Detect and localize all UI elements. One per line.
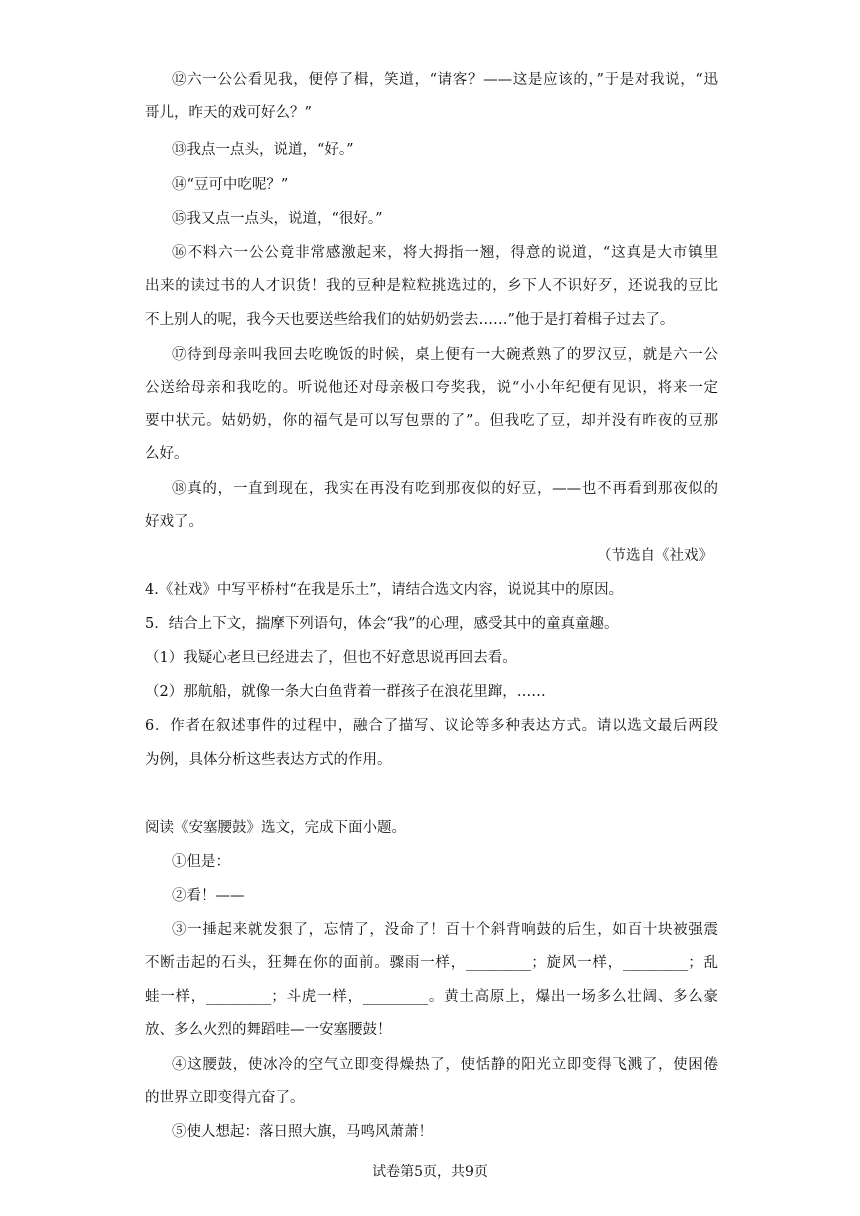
paragraph-17-line-3: 要中状元。姑奶奶，你的福气是可以写包票的了”。但我吃了豆，却并没有昨夜的豆那 <box>145 413 718 429</box>
paragraph-17-line-1: ⑰待到母亲叫我回去吃晚饭的时候，桌上便有一大碗煮熟了的罗汉豆，就是六一公 <box>172 347 718 363</box>
question-6-line-2: 为例，具体分析这些表达方式的作用。 <box>145 752 392 768</box>
paragraph-13: ⑬我点一点头，说道，“好。” <box>172 142 354 158</box>
paragraph-3-line-2: 不断击起的石头，狂舞在你的面前。骤雨一样，_________；旋风一样，_________；乱 <box>145 955 718 971</box>
source-note: （节选自《社戏》 <box>597 548 713 564</box>
question-5-sub-1: （1）我疑心老旦已经进去了，但也不好意思说再回去看。 <box>145 650 517 666</box>
paragraph-4-line-2: 的世界立即变得亢奋了。 <box>145 1090 305 1106</box>
paragraph-4-line-1: ④这腰鼓，使冰冷的空气立即变得燥热了，使恬静的阳光立即变得飞溅了，使困倦 <box>172 1057 718 1073</box>
paragraph-16-line-1: ⑯不料六一公公竟非常感激起来，将大拇指一翘，得意的说道，“这真是大市镇里 <box>172 245 718 261</box>
paragraph-2: ②看！—— <box>172 888 245 904</box>
reading-intro: 阅读《安塞腰鼓》选文，完成下面小题。 <box>145 820 406 836</box>
paragraph-3-line-1: ③一捶起来就发狠了，忘情了，没命了！百十个斜背响鼓的后生，如百十块被强震 <box>172 922 718 938</box>
paragraph-18-line-1: ⑱真的，一直到现在，我实在再没有吃到那夜似的好豆，——也不再看到那夜似的 <box>172 481 718 497</box>
paragraph-15: ⑮我又点一点头，说道，“很好。” <box>172 211 383 227</box>
question-5-sub-2: （2）那航船，就像一条大白鱼背着一群孩子在浪花里蹿，…… <box>145 684 546 700</box>
paragraph-17-line-4: 么好。 <box>145 446 189 462</box>
paragraph-1: ①但是： <box>172 854 230 870</box>
paragraph-12-line-2: 哥儿，昨天的戏可好么？” <box>145 105 312 121</box>
paragraph-3-line-4: 放、多么火烈的舞蹈哇—一安塞腰鼓！ <box>145 1022 392 1038</box>
paragraph-18-line-2: 好戏了。 <box>145 514 203 530</box>
paragraph-3-line-3: 蛙一样，_________；斗虎一样，_________。黄土高原上，爆出一场多么壮阔、多么豪 <box>145 989 718 1005</box>
paragraph-12-line-1: ⑫六一公公看见我，便停了楫，笑道，“请客？——这是应该的，”于是对我说，“迅 <box>172 72 718 88</box>
paragraph-17-line-2: 公送给母亲和我吃的。听说他还对母亲极口夸奖我，说“小小年纪便有见识，将来一定 <box>145 380 718 396</box>
paragraph-14: ⑭“豆可中吃呢？” <box>172 177 289 193</box>
page-footer: 试卷第5页，共9页 <box>372 1164 488 1180</box>
question-6-line-1: 6．作者在叙述事件的过程中，融合了描写、议论等多种表达方式。请以选文最后两段 <box>145 718 718 734</box>
paragraph-16-line-2: 出来的读过书的人才识货！我的豆种是粒粒挑选过的，乡下人不识好歹，还说我的豆比 <box>145 278 718 294</box>
paragraph-5: ⑤使人想起：落日照大旗，马鸣风萧萧！ <box>172 1124 433 1140</box>
question-4: 4.《社戏》中写平桥村“在我是乐土”，请结合选文内容，说说其中的原因。 <box>145 582 624 598</box>
question-5: 5．结合上下文，揣摩下列语句，体会“我”的心理，感受其中的童真童趣。 <box>145 616 619 632</box>
paragraph-16-line-3: 不上别人的呢，我今天也要送些给我们的姑奶奶尝去……”他于是打着楫子过去了。 <box>145 312 675 328</box>
